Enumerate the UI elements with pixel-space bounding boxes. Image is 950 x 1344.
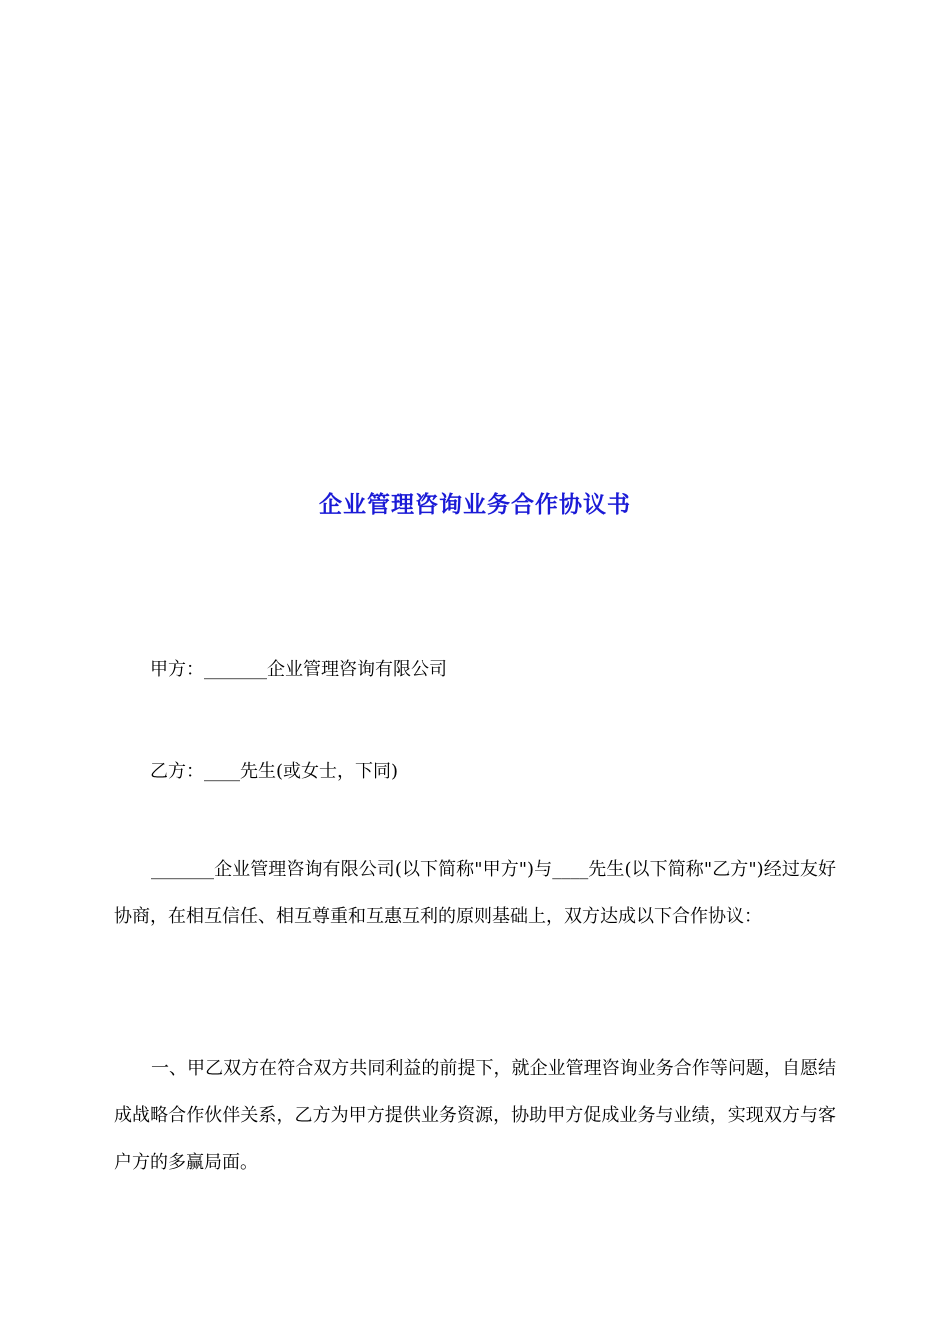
clause-1-paragraph: 一、甲乙双方在符合双方共同利益的前提下，就企业管理咨询业务合作等问题，自愿结成战略合作伙伴关系，乙方为甲方提供业务资源，协助甲方促成业务与业绩，实现双方与客户方的多赢局面。 xyxy=(114,1058,836,1173)
party-a-line: 甲方：_______企业管理咨询有限公司 xyxy=(150,659,447,680)
party-b-line: 乙方：____先生(或女士，下同) xyxy=(150,761,399,782)
intro-paragraph: _______企业管理咨询有限公司(以下简称"甲方")与____先生(以下简称"乙方")经过友好协商，在相互信任、相互尊重和互惠互利的原则基础上，双方达成以下合作协议： xyxy=(114,859,836,927)
document-title: 企业管理咨询业务合作协议书 xyxy=(319,492,631,518)
